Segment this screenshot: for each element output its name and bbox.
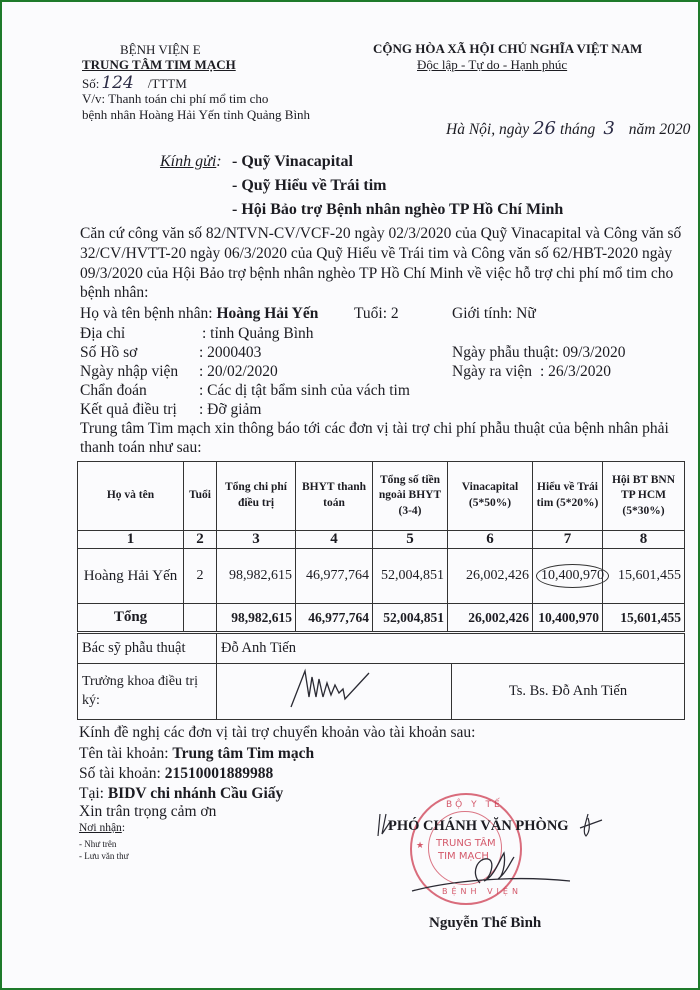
- department-name: TRUNG TÂM TIM MẠCH: [82, 57, 236, 72]
- header-name: Họ và tên: [78, 462, 184, 531]
- recipient-label: Kính gửi:: [160, 153, 222, 170]
- recipient-3: - Hội Bảo trợ Bệnh nhân nghèo TP Hồ Chí Minh: [232, 201, 564, 218]
- admit-label: Ngày nhập viện: [80, 363, 179, 380]
- total-hoi-bt-bnn: 15,601,455: [603, 604, 685, 632]
- stamp-top-text: BỘ Y TẾ: [446, 800, 503, 810]
- recipients-footer-label: Nơi nhận:: [79, 822, 126, 834]
- table-header-row: [78, 462, 685, 531]
- diagnosis-value: : Các dị tật bẩm sinh của vách tim: [199, 382, 410, 399]
- account-number-row: Số tài khoản: 21510001889988: [79, 765, 274, 782]
- country-name: CỘNG HÒA XÃ HỘI CHỦ NGHĨA VIỆT NAM: [373, 41, 643, 56]
- result-value: : Đỡ giảm: [199, 401, 262, 418]
- circled-amount: 10,400,970: [536, 564, 609, 588]
- discharge-label: Ngày ra viện: [452, 363, 533, 380]
- cost-table: [77, 461, 685, 632]
- stamp-line-1: TRUNG TÂM: [436, 838, 496, 849]
- stamp-bottom-text: BỆNH VIỆN: [442, 887, 522, 896]
- date-month: 3: [603, 118, 615, 139]
- stamp-star-icon: ★: [416, 841, 425, 851]
- header-total-cost: Tổng chi phí điều trị: [217, 462, 296, 531]
- department-head-signature: [217, 664, 452, 720]
- place-date: Hà Nội, ngày 26 tháng 3 năm 2020: [446, 118, 691, 139]
- diagnosis-label: Chẩn đoán: [80, 382, 147, 399]
- department-head-name: Ts. Bs. Đỗ Anh Tiến: [452, 664, 685, 720]
- intro-line-3: 09/3/2020 của Hội Bảo trợ bệnh nhân nghèo TP Hồ Chí Minh về việc hỗ trợ chi phí mổ tim cho: [80, 265, 674, 282]
- header-age: Tuổi: [184, 462, 217, 531]
- total-row: [78, 604, 685, 632]
- patient-name: Hoàng Hải Yến: [216, 305, 319, 322]
- result-label: Kết quả điều trị: [80, 401, 177, 418]
- signer-signature-icon: [410, 845, 580, 905]
- initial-mark-icon: [376, 812, 396, 838]
- signer-title: PHÓ CHÁNH VĂN PHÒNG: [388, 818, 569, 834]
- record-label: Số Hồ sơ: [80, 344, 138, 361]
- recipient-1: - Quỹ Vinacapital: [232, 153, 353, 170]
- recipients-footer-item-1: - Như trên: [79, 839, 117, 849]
- patient-name-row: Họ và tên bệnh nhân: Hoàng Hải Yến: [80, 305, 319, 322]
- header-bhyt: BHYT thanh toán: [296, 462, 373, 531]
- date-day: 26: [533, 118, 556, 139]
- signoff-table: [77, 633, 685, 720]
- cell-hieu-ve-trai-tim: [533, 549, 603, 604]
- header-outside-bhyt: Tổng số tiền ngoài BHYT (3-4): [373, 462, 448, 531]
- cell-vinacapital: 26,002,426: [448, 549, 533, 604]
- bank-name: BIDV chi nhánh Cầu Giấy: [107, 785, 284, 802]
- signer-name: Nguyễn Thế Bình: [429, 915, 542, 931]
- total-label: Tổng: [78, 604, 184, 632]
- surgeon-row: [78, 634, 685, 664]
- cell-total-cost: 98,982,615: [217, 549, 296, 604]
- intro-line-1: Căn cứ công văn số 82/NTVN-CV/VCF-20 ngày 02/3/2020 của Quỹ Vinacapital và Công văn số: [80, 225, 682, 242]
- total-vinacapital: 26,002,426: [448, 604, 533, 632]
- cell-outside-bhyt: 52,004,851: [373, 549, 448, 604]
- total-outside-bhyt: 52,004,851: [373, 604, 448, 632]
- surgeon-name: Đỗ Anh Tiến: [217, 634, 685, 664]
- intro-line-2: 32/CV/HVTT-20 ngày 06/3/2020 của Quỹ Hiểu về Trái tim và Công văn số 62/HBT-2020 ngày: [80, 245, 673, 262]
- address-value: : tỉnh Quảng Bình: [202, 325, 314, 342]
- header-hoi-bt-bnn: Hội BT BNN TP HCM (5*30%): [603, 462, 685, 531]
- subject-line-2: bệnh nhân Hoàng Hải Yến tỉnh Quảng Bình: [82, 107, 311, 122]
- patient-age: Tuổi: 2: [354, 305, 399, 322]
- intro-line-4: bệnh nhân:: [80, 284, 149, 301]
- number-suffix: /TTTM: [147, 76, 187, 91]
- header-hieu-ve-trai-tim: Hiểu về Trái tim (5*20%): [533, 462, 603, 531]
- cell-age: 2: [184, 549, 217, 604]
- cell-hoi-bt-bnn: 15,601,455: [603, 549, 685, 604]
- department-head-label: Trưởng khoa điều trị ký:: [78, 664, 217, 720]
- signature-scribble-icon: [279, 667, 389, 711]
- record-value: : 2000403: [199, 344, 262, 361]
- notice-line-2: thanh toán như sau:: [80, 439, 202, 456]
- account-name: Trung tâm Tim mạch: [172, 745, 315, 762]
- total-hieu-ve-trai-tim: 10,400,970: [533, 604, 603, 632]
- notice-line-1: Trung tâm Tim mạch xin thông báo tới các đơn vị tài trợ chi phí phẫu thuật của bệnh nhân phải: [80, 420, 669, 437]
- cell-bhyt: 46,977,764: [296, 549, 373, 604]
- transfer-request: Kính đề nghị các đơn vị tài trợ chuyển khoản vào tài khoản sau:: [79, 724, 476, 741]
- total-total-cost: 98,982,615: [217, 604, 296, 632]
- number-handwritten: 124: [101, 73, 134, 93]
- recipient-2: - Quỹ Hiểu về Trái tim: [232, 177, 387, 194]
- total-bhyt: 46,977,764: [296, 604, 373, 632]
- thanks: Xin trân trọng cảm ơn: [79, 803, 217, 820]
- column-number-row: 1 2 3 4 5 6 7 8: [78, 531, 685, 549]
- bank-row: Tại: BIDV chi nhánh Cầu Giấy: [79, 785, 284, 802]
- account-name-row: Tên tài khoản: Trung tâm Tim mạch: [79, 745, 315, 762]
- header-vinacapital: Vinacapital (5*50%): [448, 462, 533, 531]
- patient-gender: Giới tính: Nữ: [452, 305, 536, 322]
- number-label: Số:: [82, 76, 100, 91]
- department-head-row: [78, 664, 685, 720]
- subject-line-1: V/v: Thanh toán chi phí mổ tim cho: [82, 91, 269, 106]
- account-number: 21510001889988: [164, 765, 274, 782]
- admit-value: : 20/02/2020: [199, 363, 278, 380]
- total-age: [184, 604, 217, 632]
- recipients-footer-item-2: - Lưu văn thư: [79, 851, 129, 861]
- table-row: [78, 549, 685, 604]
- document-number: [82, 73, 187, 93]
- surgery-date: Ngày phẫu thuật: 09/3/2020: [452, 344, 626, 361]
- address-label: Địa chỉ: [80, 325, 126, 342]
- stamp-line-2: TIM MẠCH: [438, 851, 489, 862]
- hospital-name: BỆNH VIỆN E: [120, 42, 201, 57]
- discharge-value: : 26/3/2020: [540, 363, 612, 380]
- motto: Độc lập - Tự do - Hạnh phúc: [417, 57, 568, 72]
- initial-mark-icon: [576, 810, 606, 840]
- cell-name: Hoàng Hải Yến: [78, 549, 184, 604]
- surgeon-label: Bác sỹ phẫu thuật: [78, 634, 217, 664]
